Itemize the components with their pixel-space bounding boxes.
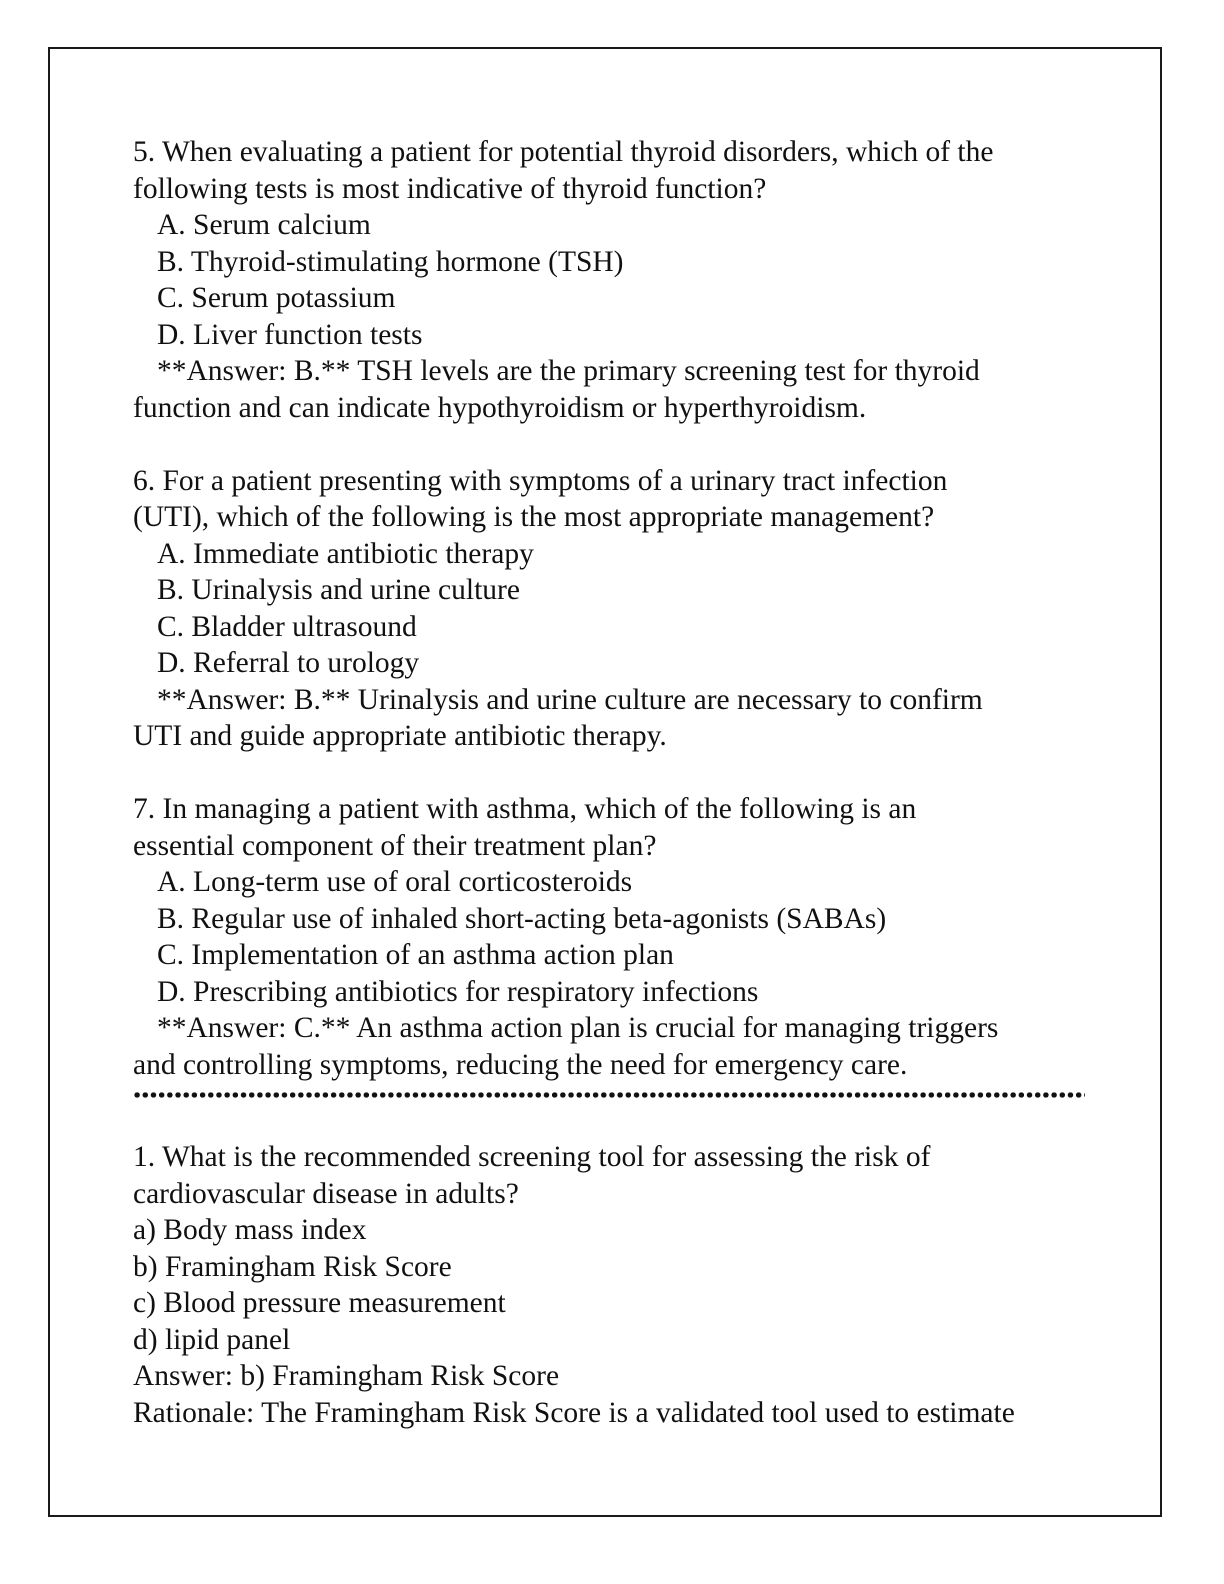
option-b: B. Thyroid-stimulating hormone (TSH) [157, 245, 624, 278]
rationale-line: Rationale: The Framingham Risk Score is a validated tool used to estimate [133, 1396, 1015, 1429]
answer-line: **Answer: C.** An asthma action plan is crucial for managing triggers [157, 1012, 999, 1044]
question-stem-line: essential component of their treatment plan? [133, 829, 657, 862]
question-6 [133, 463, 1093, 755]
option-c: C. Implementation of an asthma action plan [157, 939, 674, 971]
answer-line: Answer: b) Framingham Risk Score [133, 1360, 560, 1392]
option-c: C. Serum potassium [157, 282, 396, 314]
question-stem-line: 6. For a patient presenting with symptoms of a urinary tract infection [133, 464, 948, 497]
option-d: d) lipid panel [133, 1323, 291, 1356]
option-c: c) Blood pressure measurement [133, 1287, 506, 1319]
option-c: C. Bladder ultrasound [157, 610, 417, 643]
answer-line: **Answer: B.** Urinalysis and urine culture are necessary to confirm [157, 683, 983, 716]
question-stem-line: 1. What is the recommended screening tool for assessing the risk of [133, 1141, 931, 1173]
answer-line: UTI and guide appropriate antibiotic therapy. [133, 720, 667, 752]
option-d: D. Prescribing antibiotics for respiratory infections [157, 975, 759, 1008]
dotted-separator [133, 1091, 1085, 1099]
question-stem-line: (UTI), which of the following is the most appropriate management? [133, 501, 935, 533]
question-stem-line: 7. In managing a patient with asthma, which of the following is an [133, 793, 917, 825]
option-a: A. Serum calcium [157, 209, 371, 241]
option-b: B. Urinalysis and urine culture [157, 574, 520, 606]
section-2-question-1 [133, 1139, 1093, 1431]
question-7 [133, 791, 1093, 1083]
option-b: b) Framingham Risk Score [133, 1250, 452, 1283]
option-d: D. Liver function tests [157, 318, 423, 351]
answer-line: function and can indicate hypothyroidism or hyperthyroidism. [133, 391, 867, 424]
option-a: a) Body mass index [133, 1214, 367, 1246]
option-a: A. Immediate antibiotic therapy [157, 537, 534, 570]
question-stem-line: cardiovascular disease in adults? [133, 1177, 519, 1210]
answer-line: **Answer: B.** TSH levels are the primary screening test for thyroid [157, 355, 980, 387]
question-5 [133, 134, 1093, 426]
question-stem-line: 5. When evaluating a patient for potential thyroid disorders, which of the [133, 136, 994, 168]
question-stem-line: following tests is most indicative of thyroid function? [133, 172, 767, 205]
option-b: B. Regular use of inhaled short-acting beta-agonists (SABAs) [157, 902, 887, 935]
option-d: D. Referral to urology [157, 647, 420, 679]
option-a: A. Long-term use of oral corticosteroids [157, 866, 633, 898]
document-content [133, 134, 1093, 1431]
answer-line: and controlling symptoms, reducing the need for emergency care. [133, 1048, 908, 1081]
